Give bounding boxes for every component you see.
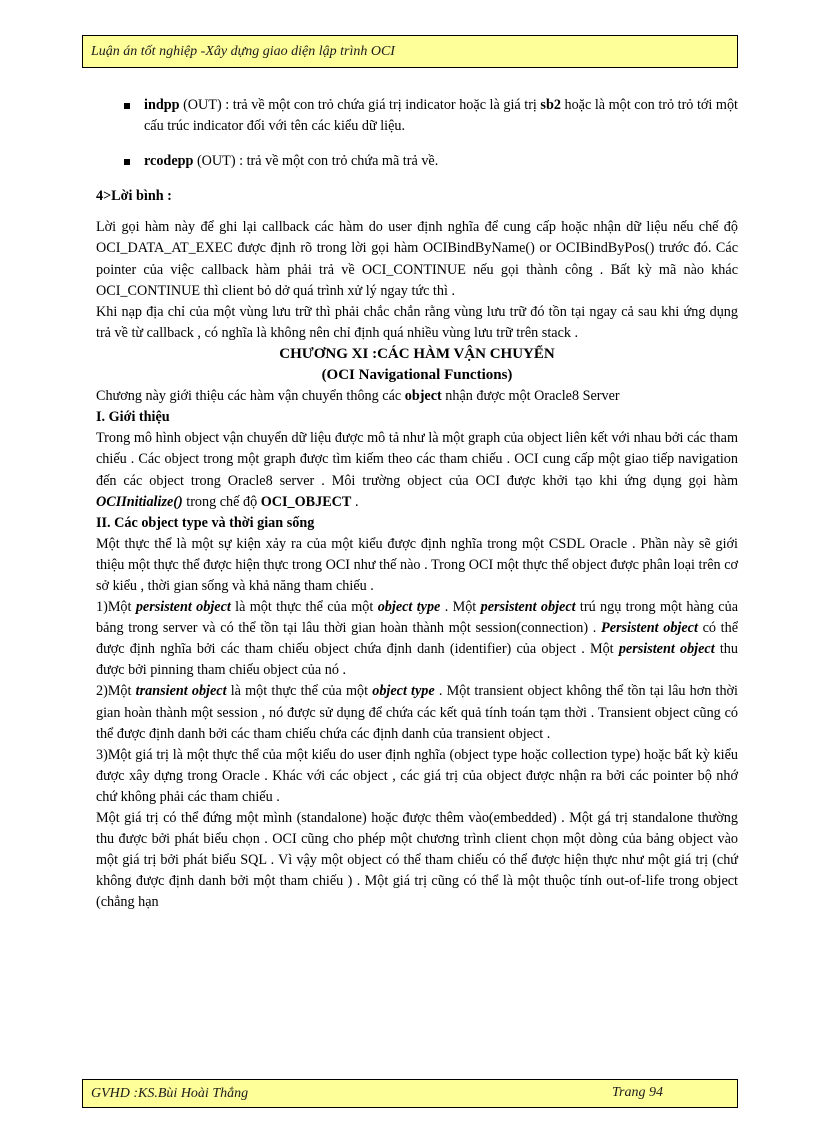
param-name: rcodepp: [144, 153, 194, 170]
section-1-title: I. Giới thiệu: [96, 409, 170, 426]
chapter-subtitle: (OCI Navigational Functions): [321, 367, 513, 384]
bullet-indpp: indpp (OUT) : trả về một con trỏ chứa giá trị indicator hoặc là giá trị sb2 hoặc là một con trỏ trỏ tới một cấu trúc indicator đối với tên các kiểu dữ liệu.: [96, 95, 738, 137]
bullet-square-icon: [124, 159, 130, 165]
param-name: indpp: [144, 97, 180, 113]
page-footer: [82, 1079, 738, 1108]
page-header: [82, 35, 738, 68]
item-persistent-object: 1)Một persistent object là một thực thể của một object type . Một persistent object trú ngụ trong một hàng của bảng trong server và có thể tồn tại lâu thời gian hoàn thành một session(connection) . Persistent object có thể được định nghĩa bởi các tham chiếu object chứa định danh (identifier) của object . Một persistent object thu được bởi pinning tham chiếu object của nó .: [96, 599, 738, 679]
page-number: Trang 94: [612, 1085, 663, 1100]
footer-supervisor: GVHD :KS.Bùi Hoài Thắng: [91, 1086, 249, 1101]
item-value: 3)Một giá trị là một thực thể của một kiểu do user định nghĩa (object type hoặc collection type) hoặc bất kỳ kiểu được xây dựng trong Oracle . Khác với các object , các giá trị của object được nhận ra bởi các pointer bộ nhớ chứ không phải các tham chiếu .: [96, 746, 738, 805]
section-2-title: II. Các object type và thời gian sống: [96, 514, 315, 531]
paragraph-storage: Khi nạp địa chỉ của một vùng lưu trữ thì phải chắc chắn rằng vùng lưu trữ đó tồn tại ngay cả sau khi ứng dụng trả về từ callback , có nghĩa là không nên chỉ định quá nhiều vùng lưu trữ trên stack .: [96, 303, 738, 341]
paragraph-callback: Lời gọi hàm này để ghi lại callback các hàm do user định nghĩa để cung cấp hoặc nhận dữ liệu nếu chế độ OCI_DATA_AT_EXEC được định rõ trong lời gọi hàm OCIBindByName() or OCIBindByPos() trước đó. Các pointer của việc callback hàm phải trả về OCI_CONTINUE nếu gọi thành công . Bất kỳ mã nào khác OCI_CONTINUE thì client bỏ dở quá trình xử lý ngay tức thì .: [96, 219, 738, 299]
item-transient-object: 2)Một transient object là một thực thể của một object type . Một transient object không thể tồn tại lâu hơn thời gian hoàn thành một session , nó được sử dụng để chứa các kết quả tính toán tạm thời . Transient object cũng có thể được định danh bởi các tham chiếu chứa các định danh của transient object .: [96, 683, 738, 742]
chapter-intro: Chương này giới thiệu các hàm vận chuyển thông các object nhận được một Oracle8 Server: [96, 388, 620, 405]
section-1-body: Trong mô hình object vận chuyển dữ liệu được mô tả như là một graph của object liên kết với nhau bởi các tham chiếu . Các object trong một graph được tìm kiếm theo các tham chiếu . OCI cung cấp một giao tiếp navigation đến các object trong Oracle8 server . Môi trường object của OCI được khởi tạo khi ứng dụng gọi hàm OCIInitialize() trong chế độ OCI_OBJECT .: [96, 430, 738, 510]
section-heading-4: 4>Lời bình :: [96, 188, 172, 205]
page-content: [96, 95, 738, 913]
section-2-intro: Một thực thể là một sự kiện xảy ra của một kiểu được định nghĩa trong một CSDL Oracle . Phần này sẽ giới thiệu một thực thể được hiện thực trong OCI như thế nào . Trong OCI một thực thể object được phân loại trên cơ sở kiểu , thời gian sống và khả năng tham chiếu .: [96, 535, 738, 594]
paragraph-standalone: Một giá trị có thể đứng một mình (standalone) hoặc được thêm vào(embedded) . Một gá trị standalone thường thu được bởi phát biểu chọn . OCI cũng cho phép một chương trình client chọn một dòng của bảng object vào một giá trị bởi phát biểu SQL . Vì vậy một object có thể tham chiếu có thể được hiện thực như một giá trị (chứ không được định danh bởi một tham chiếu ) . Một giá trị cũng có thể là một thuộc tính out-of-life trong object (chẳng hạn: [96, 810, 738, 911]
chapter-title: CHƯƠNG XI :CÁC HÀM VẬN CHUYỂN: [279, 345, 555, 362]
bullet-square-icon: [124, 103, 130, 109]
header-title: Luận án tốt nghiệp -Xây dựng giao diện lập trình OCI: [91, 44, 395, 59]
bullet-rcodepp: rcodepp (OUT) : trả về một con trỏ chứa mã trả về.: [96, 151, 738, 172]
